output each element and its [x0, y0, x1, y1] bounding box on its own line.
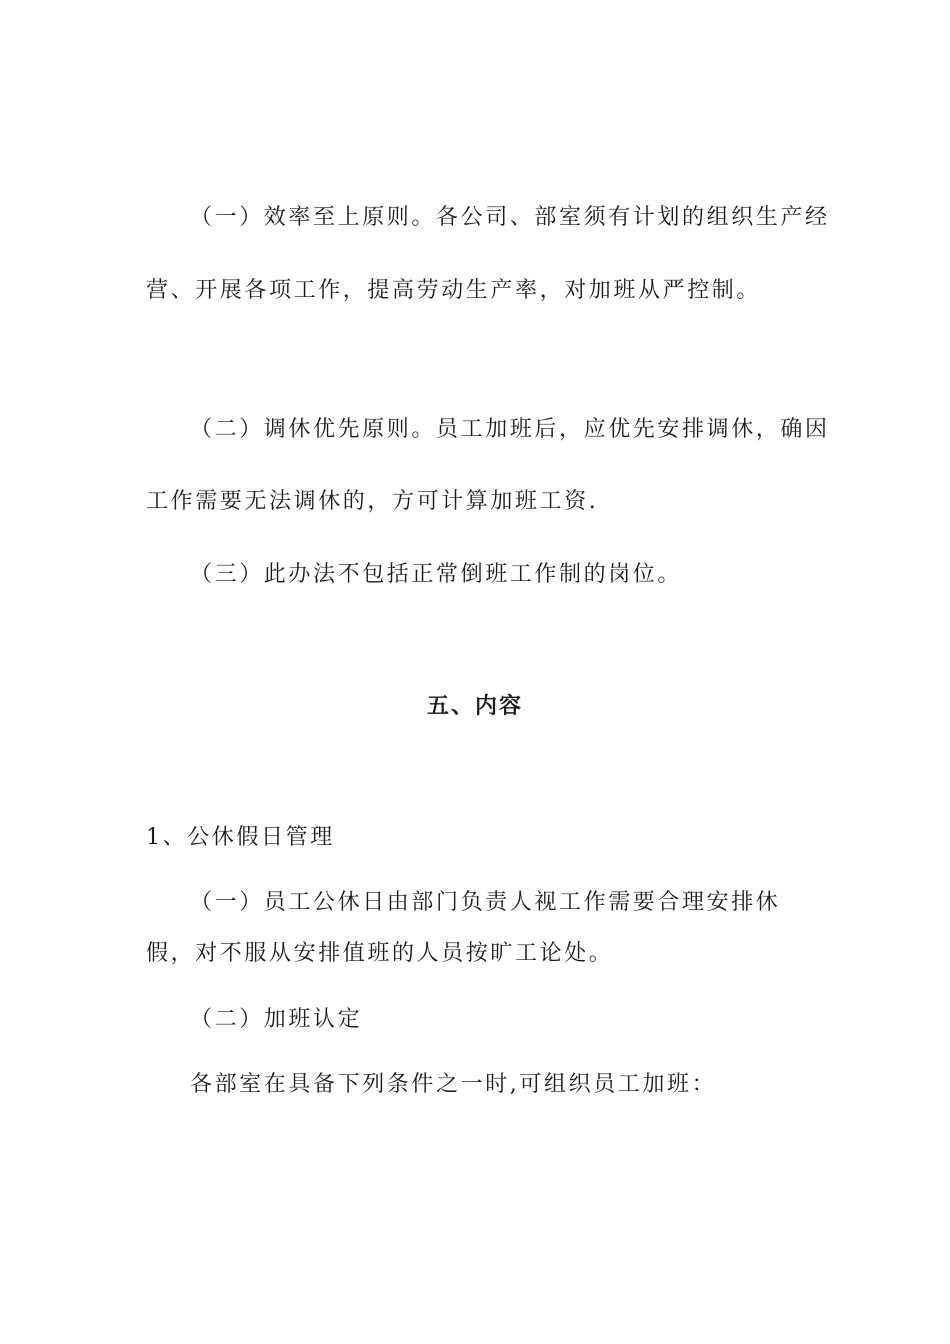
section-heading: 五、内容: [426, 693, 523, 719]
paragraph-holiday-arrangement-line-2: 假，对不服从安排值班的人员按旷工论处。: [146, 941, 614, 966]
paragraph-overtime-conditions: 各部室在具备下列条件之一时,可组织员工加班：: [190, 1072, 717, 1097]
paragraph-efficiency-line-1: （一）效率至上原则。各公司、部室须有计划的组织生产经: [190, 205, 830, 230]
subheading-overtime-recognition: （二）加班认定: [190, 1007, 363, 1032]
item-public-holiday-title: 1、公休假日管理: [146, 825, 335, 850]
paragraph-efficiency-line-2: 营、开展各项工作，提高劳动生产率，对加班从严控制。: [146, 278, 762, 303]
paragraph-holiday-arrangement-line-1: （一）员工公休日由部门负责人视工作需要合理安排休: [190, 890, 781, 915]
paragraph-rest-priority-line-2: 工作需要无法调休的，方可计算加班工资.: [146, 489, 599, 514]
paragraph-shift-exclusion: （三）此办法不包括正常倒班工作制的岗位。: [190, 562, 683, 587]
paragraph-rest-priority-line-1: （二）调休优先原则。员工加班后，应优先安排调休，确因: [190, 417, 830, 442]
